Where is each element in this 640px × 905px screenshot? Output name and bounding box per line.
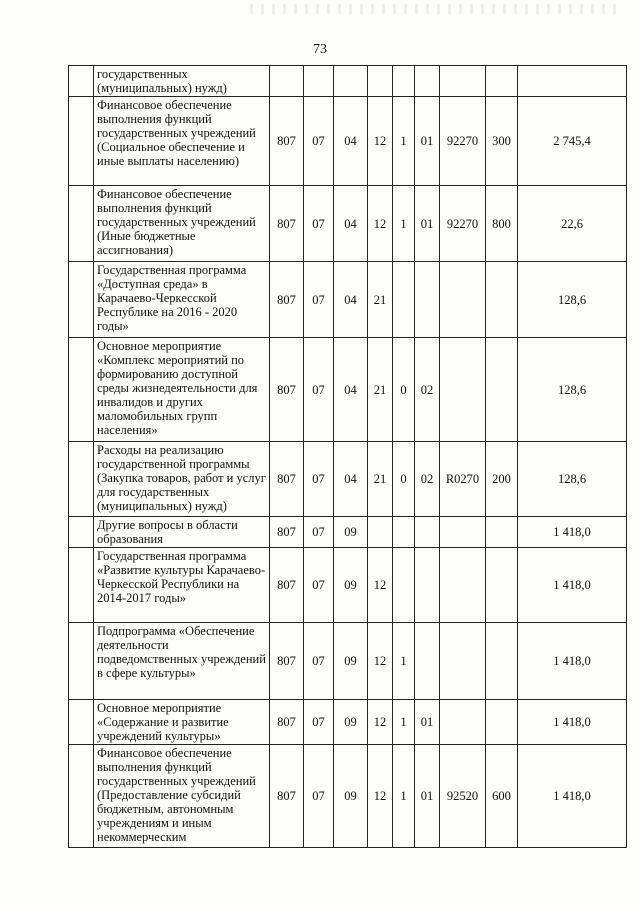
section-cell: 07: [304, 442, 334, 517]
event-cell: [415, 548, 440, 623]
table-row: [69, 700, 627, 745]
amount-cell: 1 418,0: [518, 517, 627, 548]
expense-direction-cell: [440, 548, 486, 623]
expense-type-cell: 600: [486, 745, 518, 848]
program-cell: 12: [368, 97, 393, 186]
subprogram-cell: 1: [393, 745, 415, 848]
expense-type-cell: 800: [486, 186, 518, 262]
subprogram-cell: 1: [393, 623, 415, 700]
blank-cell: [69, 66, 94, 97]
section-cell: 07: [304, 623, 334, 700]
subprogram-cell: 1: [393, 186, 415, 262]
amount-cell: [518, 66, 627, 97]
expense-direction-cell: 92270: [440, 97, 486, 186]
expense-direction-cell: [440, 66, 486, 97]
event-cell: 02: [415, 338, 440, 442]
subprogram-cell: 0: [393, 442, 415, 517]
admin-code-cell: [270, 66, 304, 97]
program-cell: [368, 66, 393, 97]
item-name-cell: Государственная программа «Доступная среда» в Карачаево-Черкесской Республике на 2016 - 2020 годы»: [94, 262, 270, 338]
event-cell: [415, 517, 440, 548]
table-row: [69, 262, 627, 338]
expense-type-cell: [486, 700, 518, 745]
event-cell: 01: [415, 97, 440, 186]
subprogram-cell: [393, 548, 415, 623]
blank-cell: [69, 262, 94, 338]
expense-type-cell: [486, 548, 518, 623]
table-row: [69, 745, 627, 848]
item-name-cell: Финансовое обеспечение выполнения функций государственных учреждений (Предоставление субсидий бюджетным, автономным учреждениям и иным некоммерческим: [94, 745, 270, 848]
section-cell: 07: [304, 338, 334, 442]
section-cell: 07: [304, 517, 334, 548]
table-row: [69, 442, 627, 517]
subsection-cell: [334, 66, 368, 97]
table-row: [69, 517, 627, 548]
blank-cell: [69, 97, 94, 186]
expense-direction-cell: [440, 338, 486, 442]
table-row: [69, 623, 627, 700]
amount-cell: 1 418,0: [518, 700, 627, 745]
subsection-cell: 09: [334, 700, 368, 745]
blank-cell: [69, 442, 94, 517]
admin-code-cell: 807: [270, 338, 304, 442]
blank-cell: [69, 186, 94, 262]
blank-cell: [69, 548, 94, 623]
section-cell: 07: [304, 548, 334, 623]
subprogram-cell: 0: [393, 338, 415, 442]
admin-code-cell: 807: [270, 186, 304, 262]
item-name-cell: государственных (муниципальных) нужд): [94, 66, 270, 97]
program-cell: 12: [368, 745, 393, 848]
event-cell: [415, 262, 440, 338]
admin-code-cell: 807: [270, 517, 304, 548]
table-row: [69, 548, 627, 623]
event-cell: 01: [415, 700, 440, 745]
budget-table-body: [69, 66, 627, 848]
section-cell: [304, 66, 334, 97]
subprogram-cell: 1: [393, 97, 415, 186]
admin-code-cell: 807: [270, 262, 304, 338]
scan-artifact: [250, 4, 620, 14]
expense-type-cell: 200: [486, 442, 518, 517]
subsection-cell: 04: [334, 186, 368, 262]
blank-cell: [69, 745, 94, 848]
event-cell: 01: [415, 186, 440, 262]
subsection-cell: 04: [334, 338, 368, 442]
subsection-cell: 09: [334, 517, 368, 548]
event-cell: [415, 623, 440, 700]
admin-code-cell: 807: [270, 745, 304, 848]
expense-direction-cell: R0270: [440, 442, 486, 517]
amount-cell: 1 418,0: [518, 548, 627, 623]
event-cell: 02: [415, 442, 440, 517]
page-number: 73: [313, 42, 327, 57]
admin-code-cell: 807: [270, 97, 304, 186]
table-row: [69, 66, 627, 97]
blank-cell: [69, 623, 94, 700]
section-cell: 07: [304, 262, 334, 338]
program-cell: 21: [368, 442, 393, 517]
amount-cell: 1 418,0: [518, 623, 627, 700]
program-cell: 12: [368, 623, 393, 700]
expense-type-cell: 300: [486, 97, 518, 186]
admin-code-cell: 807: [270, 548, 304, 623]
subsection-cell: 04: [334, 262, 368, 338]
program-cell: [368, 517, 393, 548]
table-row: [69, 338, 627, 442]
admin-code-cell: 807: [270, 700, 304, 745]
amount-cell: 128,6: [518, 262, 627, 338]
program-cell: 21: [368, 338, 393, 442]
subprogram-cell: [393, 517, 415, 548]
expense-direction-cell: [440, 517, 486, 548]
amount-cell: 1 418,0: [518, 745, 627, 848]
item-name-cell: Расходы на реализацию государственной программы (Закупка товаров, работ и услуг для государственных (муниципальных) нужд): [94, 442, 270, 517]
item-name-cell: Другие вопросы в области образования: [94, 517, 270, 548]
budget-table: [68, 65, 627, 848]
section-cell: 07: [304, 700, 334, 745]
item-name-cell: Финансовое обеспечение выполнения функций государственных учреждений (Иные бюджетные ассигнования): [94, 186, 270, 262]
item-name-cell: Подпрограмма «Обеспечение деятельности подведомственных учреждений в сфере культуры»: [94, 623, 270, 700]
item-name-cell: Финансовое обеспечение выполнения функций государственных учреждений (Социальное обеспечение и иные выплаты населению): [94, 97, 270, 186]
expense-direction-cell: [440, 623, 486, 700]
program-cell: 12: [368, 548, 393, 623]
subsection-cell: 04: [334, 97, 368, 186]
amount-cell: 2 745,4: [518, 97, 627, 186]
item-name-cell: Основное мероприятие «Содержание и развитие учреждений культуры»: [94, 700, 270, 745]
expense-direction-cell: [440, 262, 486, 338]
item-name-cell: Основное мероприятие «Комплекс мероприятий по формированию доступной среды жизнедеятельности для инвалидов и других маломобильных групп населения»: [94, 338, 270, 442]
expense-type-cell: [486, 66, 518, 97]
amount-cell: 128,6: [518, 442, 627, 517]
subsection-cell: 09: [334, 745, 368, 848]
admin-code-cell: 807: [270, 442, 304, 517]
program-cell: 12: [368, 700, 393, 745]
subprogram-cell: [393, 66, 415, 97]
subsection-cell: 09: [334, 548, 368, 623]
subsection-cell: 09: [334, 623, 368, 700]
amount-cell: 128,6: [518, 338, 627, 442]
event-cell: 01: [415, 745, 440, 848]
subsection-cell: 04: [334, 442, 368, 517]
section-cell: 07: [304, 745, 334, 848]
expense-type-cell: [486, 338, 518, 442]
expense-direction-cell: 92270: [440, 186, 486, 262]
program-cell: 21: [368, 262, 393, 338]
section-cell: 07: [304, 186, 334, 262]
blank-cell: [69, 338, 94, 442]
expense-direction-cell: [440, 700, 486, 745]
expense-direction-cell: 92520: [440, 745, 486, 848]
admin-code-cell: 807: [270, 623, 304, 700]
item-name-cell: Государственная программа «Развитие культуры Карачаево-Черкесской Республики на 2014-2017 годы»: [94, 548, 270, 623]
expense-type-cell: [486, 623, 518, 700]
expense-type-cell: [486, 517, 518, 548]
program-cell: 12: [368, 186, 393, 262]
subprogram-cell: 1: [393, 700, 415, 745]
amount-cell: 22,6: [518, 186, 627, 262]
blank-cell: [69, 517, 94, 548]
blank-cell: [69, 700, 94, 745]
table-row: [69, 186, 627, 262]
event-cell: [415, 66, 440, 97]
table-row: [69, 97, 627, 186]
expense-type-cell: [486, 262, 518, 338]
subprogram-cell: [393, 262, 415, 338]
section-cell: 07: [304, 97, 334, 186]
